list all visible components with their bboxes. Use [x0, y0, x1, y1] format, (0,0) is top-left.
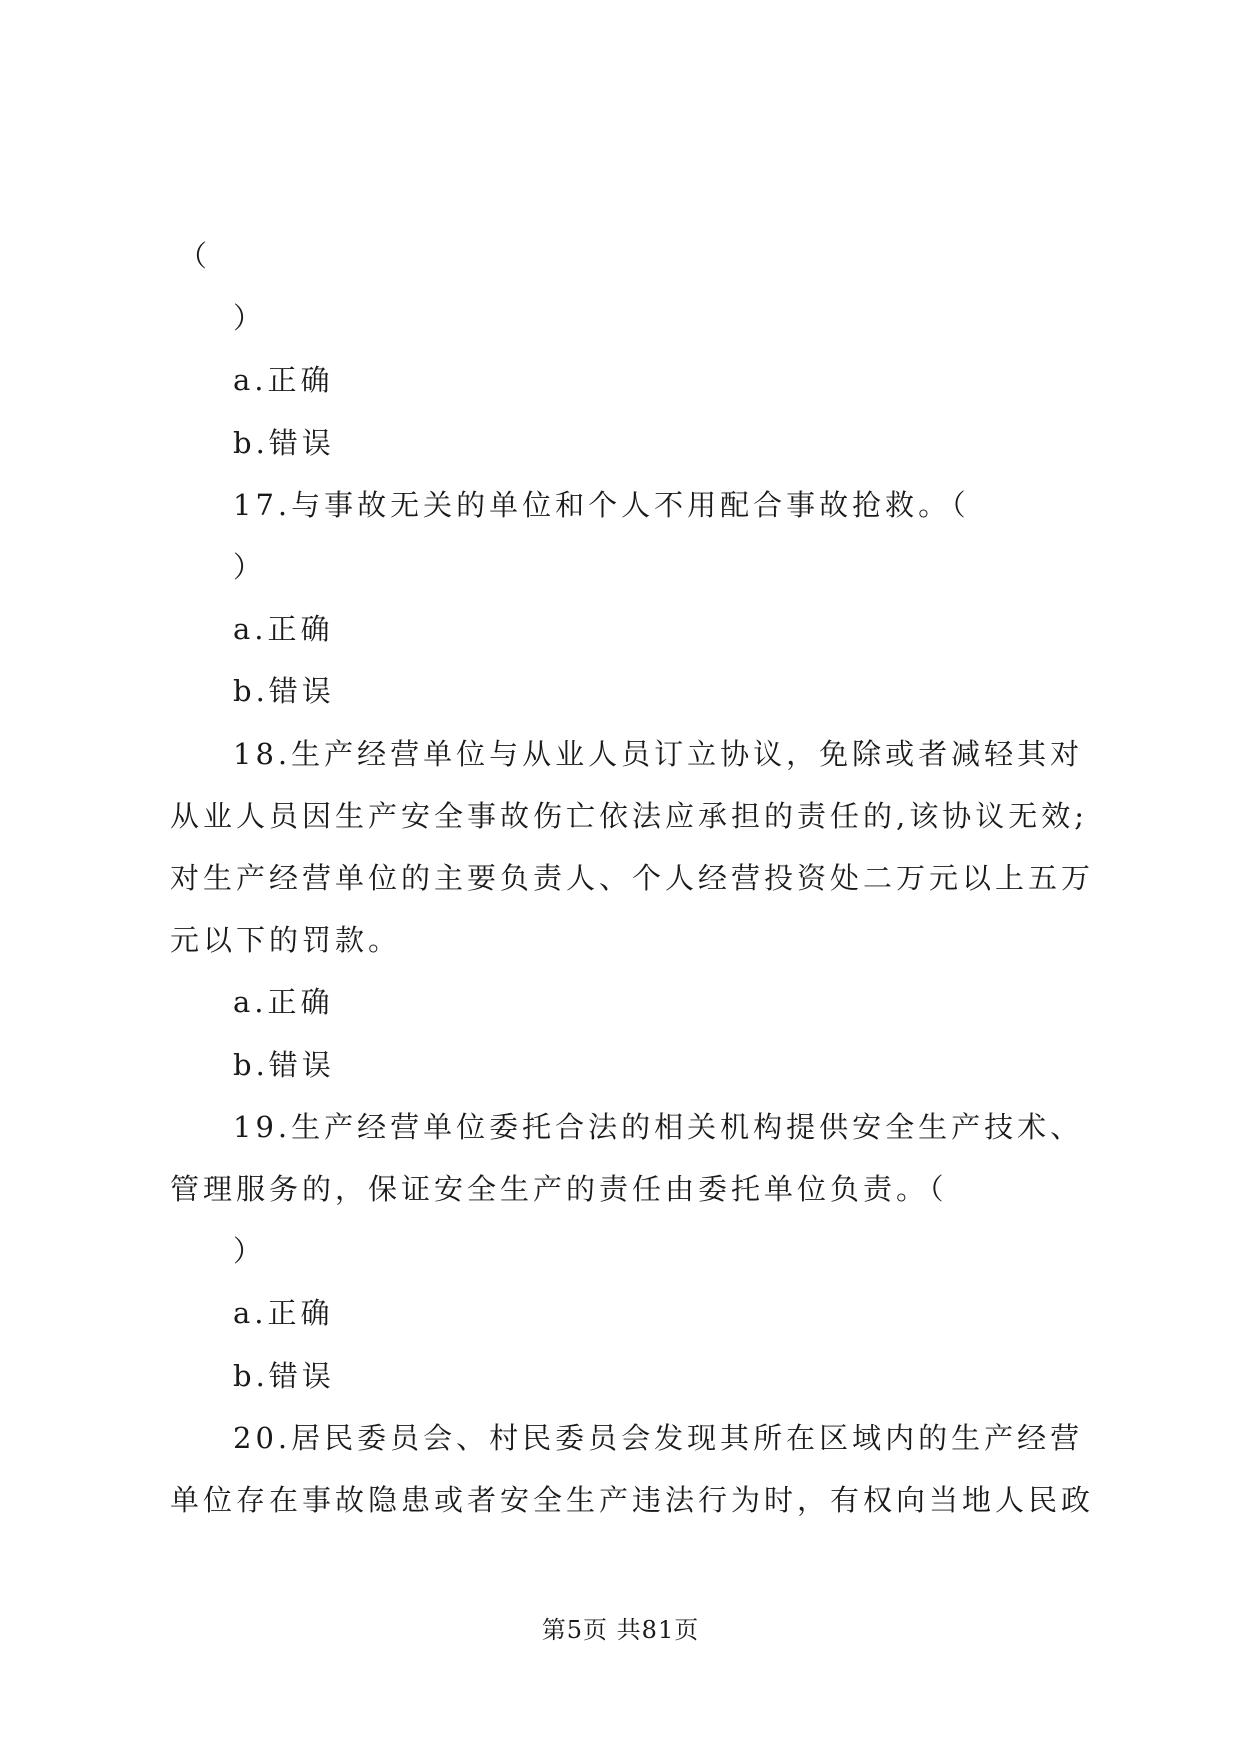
close-paren: ） [233, 550, 267, 584]
close-paren: ） [233, 301, 267, 335]
question-20-line-2: 单位存在事故隐患或者安全生产违法行为时，有权向当地人民政 [170, 1483, 1095, 1517]
question-19-line-1: 19.生产经营单位委托合法的相关机构提供安全生产技术、 [233, 1110, 1084, 1144]
option-b: b.错误 [233, 674, 335, 708]
option-b: b.错误 [233, 1048, 335, 1082]
question-17: 17.与事故无关的单位和个人不用配合事故抢救。（ [233, 488, 970, 522]
open-paren: （ [178, 239, 212, 273]
option-b: b.错误 [233, 426, 335, 460]
option-a: a.正确 [233, 363, 334, 397]
question-18-line-1: 18.生产经营单位与从业人员订立协议，免除或者减轻其对 [233, 737, 1084, 771]
option-a: a.正确 [233, 985, 334, 1019]
option-a: a.正确 [233, 612, 334, 646]
question-18-line-4: 元以下的罚款。 [170, 923, 402, 957]
option-b: b.错误 [233, 1359, 335, 1393]
question-18-line-2: 从业人员因生产安全事故伤亡依法应承担的责任的,该协议无效; [170, 799, 1088, 833]
close-paren: ） [233, 1234, 267, 1268]
question-19-line-2: 管理服务的，保证安全生产的责任由委托单位负责。（ [170, 1172, 948, 1206]
question-18-line-3: 对生产经营单位的主要负责人、个人经营投资处二万元以上五万 [170, 861, 1095, 895]
option-a: a.正确 [233, 1296, 334, 1330]
question-20-line-1: 20.居民委员会、村民委员会发现其所在区域内的生产经营 [233, 1421, 1084, 1455]
page-footer: 第5页 共81页 [541, 1616, 700, 1644]
